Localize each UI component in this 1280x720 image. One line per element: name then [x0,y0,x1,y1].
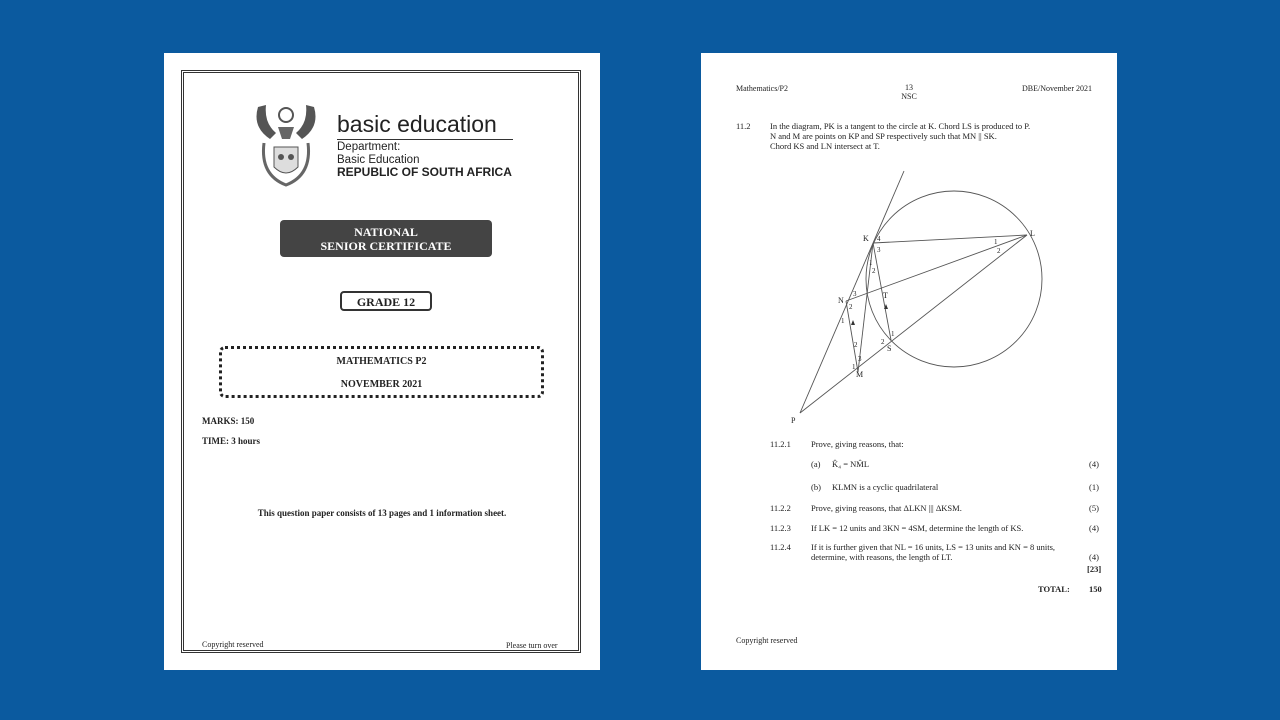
part-number: (a) [811,459,821,469]
line-nm [846,301,858,372]
angle-label: 1 [869,259,873,267]
chord-ks [873,243,891,340]
angle-label: 3 [877,246,881,254]
part-text: Prove, giving reasons, that: [811,439,904,449]
certificate-banner [280,220,492,257]
certificate-line-2: SENIOR CERTIFICATE [320,239,452,253]
subject-box [219,346,544,398]
department-label: Department: [337,141,401,153]
subject-title: MATHEMATICS P2 [336,356,427,367]
part-number: (b) [811,482,821,492]
question-line-2: N and M are points on KP and SP respectively such that MN || SK. [770,131,997,141]
part-number: 11.2.4 [770,542,791,552]
header-nsc: NSC [901,92,917,101]
parallel-arrows [851,304,888,325]
angle-label: 3 [858,355,862,363]
angle-label: 3 [853,290,857,298]
angle-label: 2 [849,303,853,311]
certificate-line-1: NATIONAL [354,225,418,239]
question-line-1: In the diagram, PK is a tangent to the circle at K. Chord LS is produced to P. [770,121,1031,131]
total-value: 150 [1089,584,1102,594]
angle-label: 2 [997,247,1001,255]
copyright-text: Copyright reserved [736,636,798,645]
part-marks: (4) [1089,523,1099,533]
total-label: TOTAL: [1038,584,1070,594]
part-text: KLMN is a cyclic quadrilateral [832,482,939,492]
coat-of-arms-logo [250,97,322,189]
point-label-l: L [1030,229,1035,238]
cover-page [164,53,600,670]
copyright-text: Copyright reserved [202,640,264,649]
time-text: TIME: 3 hours [202,436,261,446]
point-label-t: T [883,291,888,300]
question-page [701,53,1117,670]
pages-note: This question paper consists of 13 pages and 1 information sheet. [257,508,507,518]
header-right: DBE/November 2021 [1022,84,1092,93]
line-pl [800,235,1027,413]
part-marks: (1) [1089,482,1099,492]
geometry-diagram [701,53,1117,453]
part-marks: (5) [1089,503,1099,513]
angle-label: 2 [872,267,876,275]
part-number: 11.2.2 [770,503,791,513]
angle-label: 2 [881,338,885,346]
section-total: [23] [1087,564,1102,574]
point-label-s: S [887,344,892,353]
part-marks: (4) [1089,552,1099,562]
point-label-k: K [863,234,869,243]
department-block [337,141,512,180]
header-subject: Mathematics/P2 [736,84,788,93]
question-line-3: Chord KS and LN intersect at T. [770,141,880,151]
part-marks: (4) [1089,459,1099,469]
part-text: If it is further given that NL = 16 units, LS = 13 units and KN = 8 units, determine, with reasons, the length of LT. [811,542,1056,562]
page-number: 13 [905,83,913,92]
marks-text: MARKS: 150 [202,416,255,426]
angle-label: 1 [891,330,895,338]
point-label-n: N [838,296,844,305]
tangent-pk [800,171,904,413]
part-number: 11.2.3 [770,523,791,533]
angle-label: 2 [854,341,858,349]
part-text: If LK = 12 units and 3KN = 4SM, determine the length of KS. [811,523,1024,533]
country-name: REPUBLIC OF SOUTH AFRICA [337,165,512,179]
angle-label: 1 [994,238,998,246]
chord-kl [873,235,1027,243]
exam-session: NOVEMBER 2021 [340,379,423,390]
question-number: 11.2 [736,121,751,131]
angle-label: 4 [877,235,881,243]
angle-label: 1 [852,363,856,371]
point-label-m: M [856,370,864,379]
part-text: Prove, giving reasons, that ΔLKN ||| ΔKSM. [811,503,962,513]
turn-over-text: Please turn over [506,641,558,650]
part-number: 11.2.1 [770,439,791,449]
point-label-p: P [791,416,796,425]
angle-label: 1 [841,317,845,325]
part-text: K̂₄ = NM̂L [832,459,870,469]
grade-box: GRADE 12 [340,291,432,311]
department-name: Basic Education [337,153,420,166]
brand-title: basic education [337,111,513,140]
